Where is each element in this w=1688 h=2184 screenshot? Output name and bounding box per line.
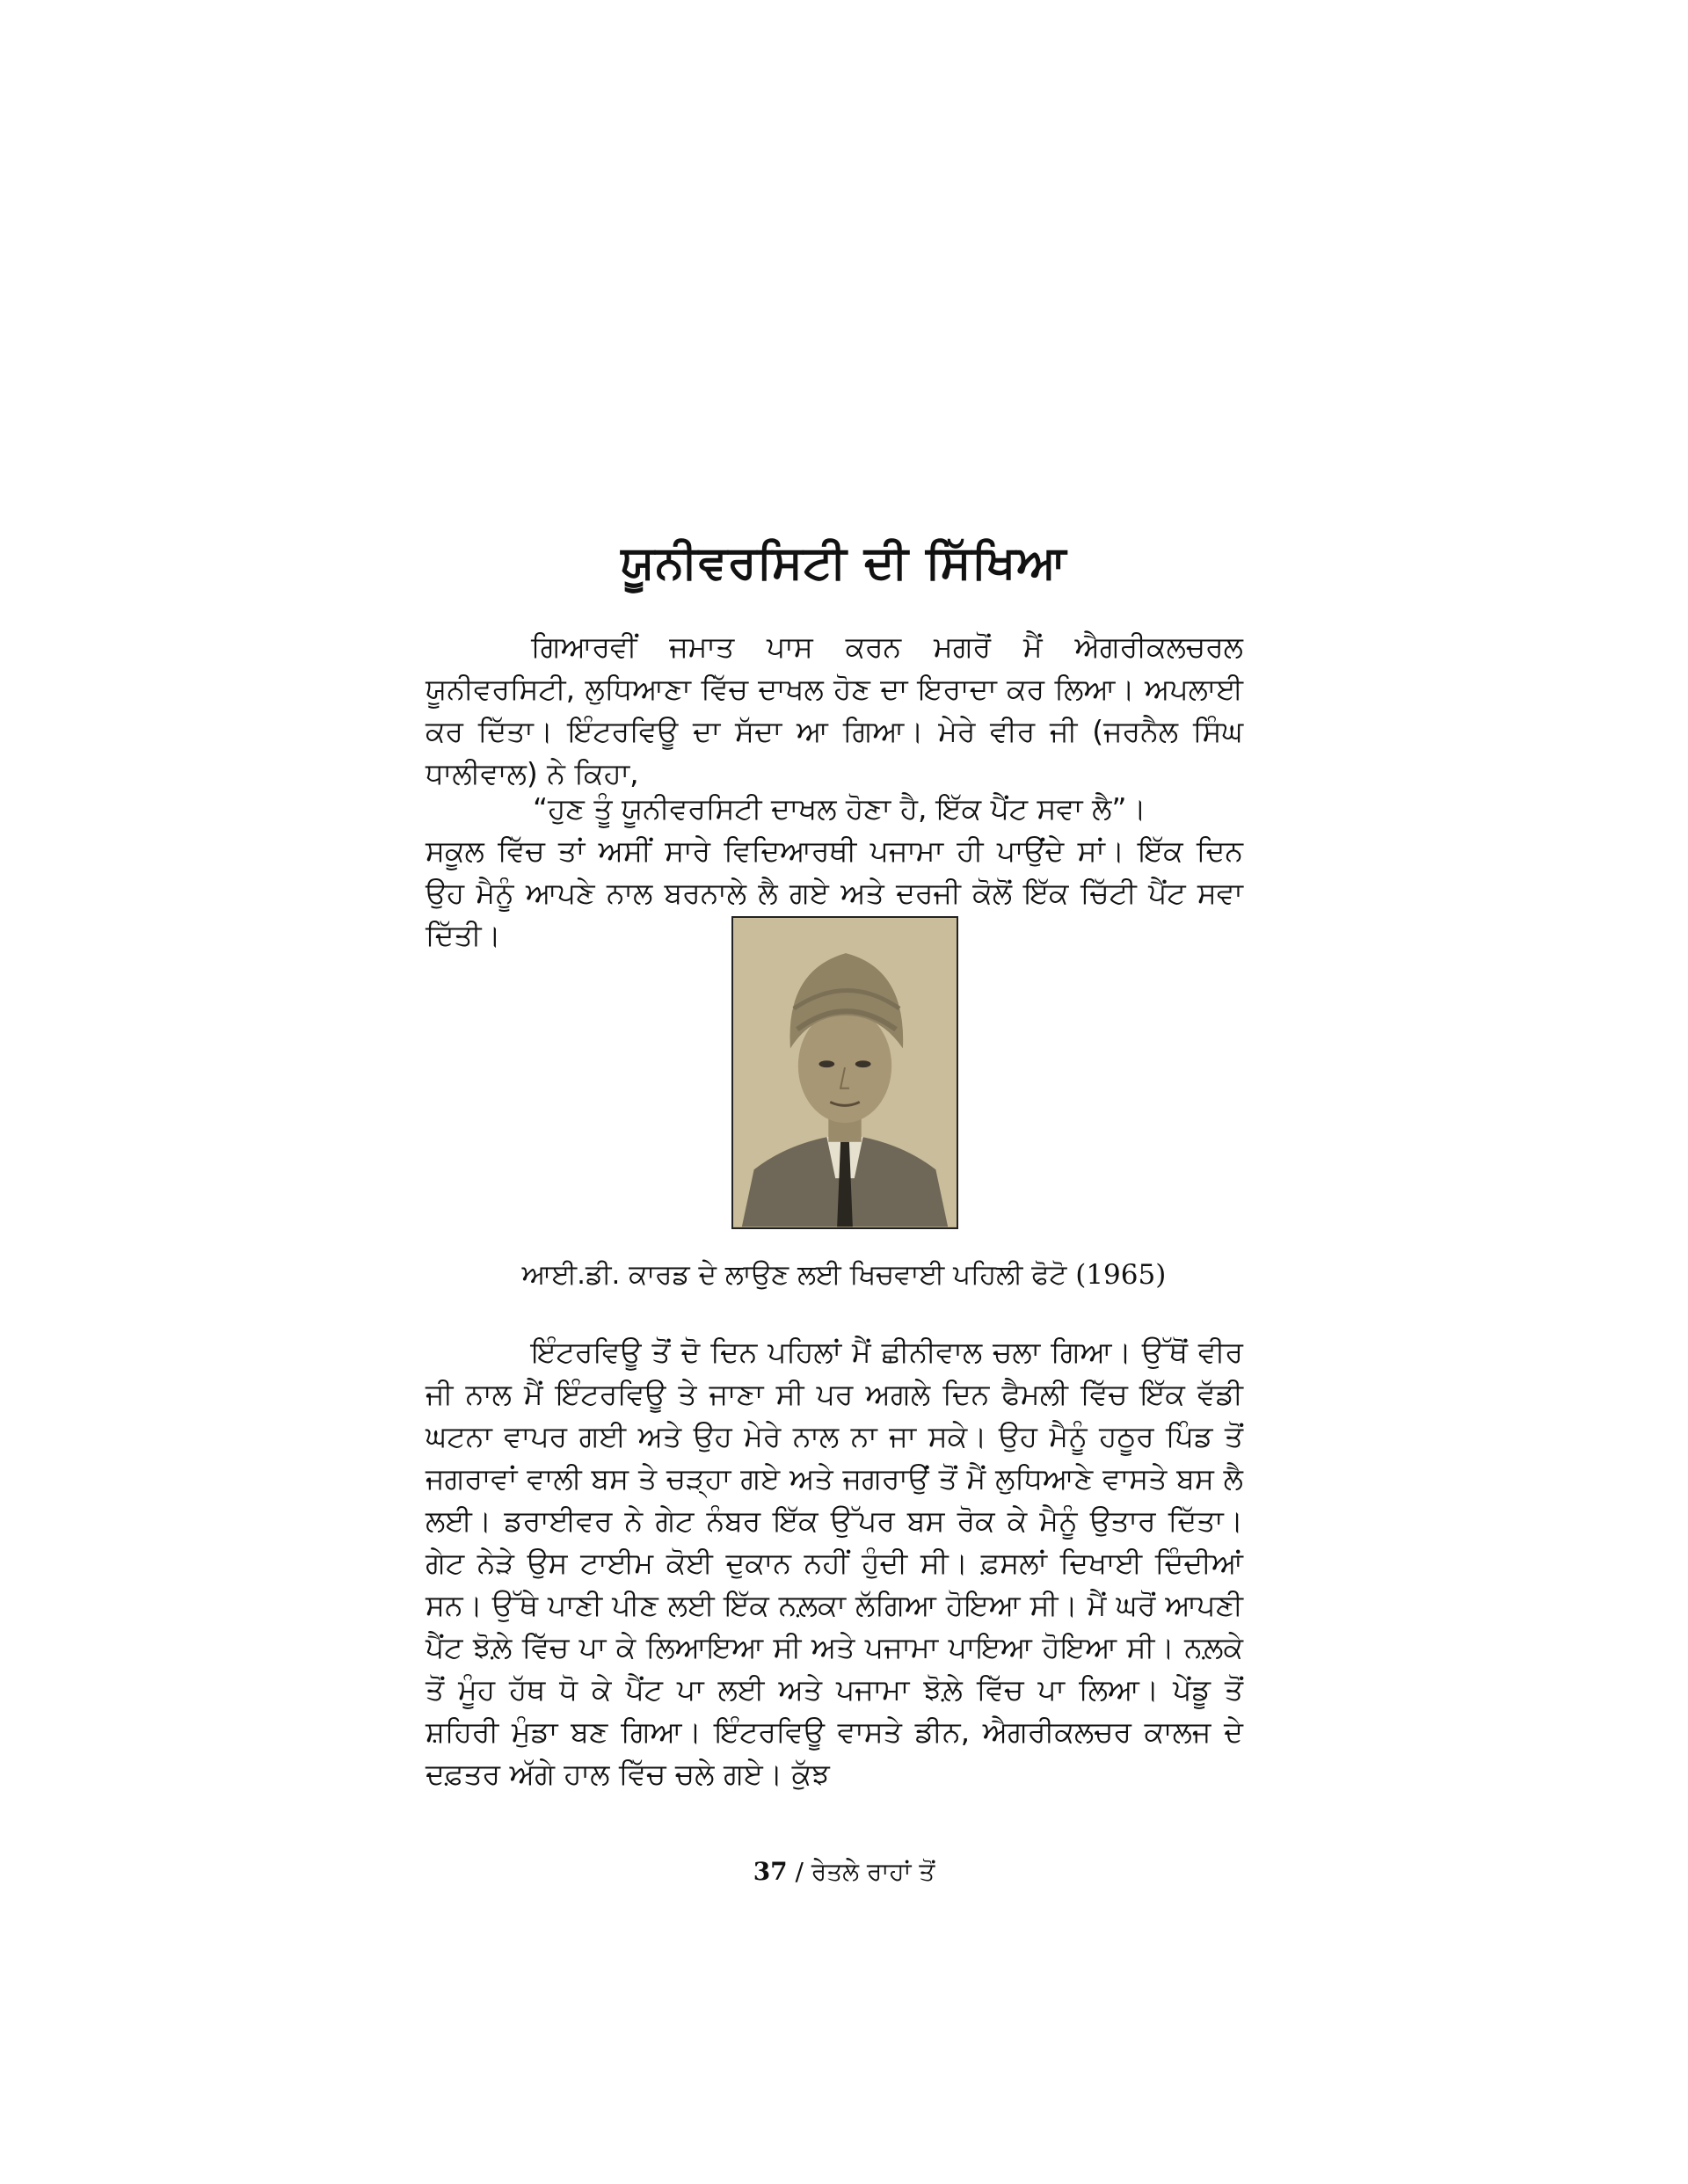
portrait-photo	[731, 916, 958, 1229]
paragraph-3: ਇੰਟਰਵਿਊ ਤੋਂ ਦੋ ਦਿਨ ਪਹਿਲਾਂ ਮੈਂ ਛੀਨੀਵਾਲ ਚਲਾ ਗਿਆ। ਉੱਥੋਂ ਵੀਰ ਜੀ ਨਾਲ ਮੈਂ ਇੰਟਰਵਿਊ ਤੇ ਜਾਣਾ ਸੀ ਪਰ ਅਗਲੇ ਦਿਨ ਫੈਮਲੀ ਵਿੱਚ ਇੱਕ ਵੱਡੀ ਘਟਨਾ ਵਾਪਰ ਗਈ ਅਤੇ ਉਹ ਮੇਰੇ ਨਾਲ ਨਾ ਜਾ ਸਕੇ। ਉਹ ਮੈਨੂੰ ਹਠੂਰ ਪਿੰਡ ਤੋਂ ਜਗਰਾਵਾਂ ਵਾਲੀ ਬਸ ਤੇ ਚੜ੍ਹਾ ਗਏ ਅਤੇ ਜਗਰਾਉਂ ਤੋਂ ਮੈਂ ਲੁਧਿਆਣੇ ਵਾਸਤੇ ਬਸ ਲੈ ਲਈ। ਡਰਾਈਵਰ ਨੇ ਗੇਟ ਨੰਬਰ ਇੱਕ ਉੱਪਰ ਬਸ ਰੋਕ ਕੇ ਮੈਨੂੰ ਉਤਾਰ ਦਿੱਤਾ। ਗੇਟ ਨੇੜੇ ਉਸ ਟਾਈਮ ਕੋਈ ਦੁਕਾਨ ਨਹੀਂ ਹੁੰਦੀ ਸੀ। ਫ਼ਸਲਾਂ ਦਿਖਾਈ ਦਿੰਦੀਆਂ ਸਨ। ਉੱਥੇ ਪਾਣੀ ਪੀਣ ਲਈ ਇੱਕ ਨਲ਼ਕਾ ਲੱਗਿਆ ਹੋਇਆ ਸੀ। ਮੈਂ ਘਰੋਂ ਆਪਣੀ ਪੈਂਟ ਝੋਲ਼ੇ ਵਿੱਚ ਪਾ ਕੇ ਲਿਆਇਆ ਸੀ ਅਤੇ ਪਜਾਮਾ ਪਾਇਆ ਹੋਇਆ ਸੀ। ਨਲ਼ਕੇ ਤੋਂ ਮੂੰਹ ਹੱਥ ਧੋ ਕੇ ਪੈਂਟ ਪਾ ਲਈ ਅਤੇ ਪਜਾਮਾ ਝੋਲ਼ੇ ਵਿੱਚ ਪਾ ਲਿਆ। ਪੇਂਡੂ ਤੋਂ ਸ਼ਹਿਰੀ ਮੁੰਡਾ ਬਣ ਗਿਆ। ਇੰਟਰਵਿਊ ਵਾਸਤੇ ਡੀਨ, ਐਗਰੀਕਲਚਰ ਕਾਲਜ ਦੇ ਦਫ਼ਤਰ ਅੱਗੇ ਹਾਲ ਵਿੱਚ ਚਲੇ ਗਏ। ਕੁੱਝ	[426, 1335, 1243, 1791]
paragraph-1: ਗਿਆਰਵੀਂ ਜਮਾਤ ਪਾਸ ਕਰਨ ਮਗਰੋਂ ਮੈਂ ਐਗਰੀਕਲਚਰਲ ਯੂਨੀਵਰਸਿਟੀ, ਲੁਧਿਆਣਾ ਵਿੱਚ ਦਾਖਲ ਹੋਣ ਦਾ ਇਰਾਦਾ ਕਰ ਲਿਆ। ਅਪਲਾਈ ਕਰ ਦਿੱਤਾ। ਇੰਟਰਵਿਊ ਦਾ ਸੱਦਾ ਆ ਗਿਆ। ਮੇਰੇ ਵੀਰ ਜੀ (ਜਰਨੈਲ ਸਿੰਘ ਧਾਲੀਵਾਲ) ਨੇ ਕਿਹਾ,	[426, 630, 1243, 790]
caption-text: ਆਈ.ਡੀ. ਕਾਰਡ ਦੇ ਲਾਉਣ ਲਈ ਖਿਚਵਾਈ ਪਹਿਲੀ ਫੋਟੋ	[521, 1259, 1067, 1291]
portrait-illustration	[733, 918, 957, 1227]
page-number: 37	[753, 1857, 788, 1886]
paragraph-2: ਸਕੂਲ ਵਿੱਚ ਤਾਂ ਅਸੀਂ ਸਾਰੇ ਵਿਦਿਆਰਥੀ ਪਜਾਮਾ ਹੀ ਪਾਉਂਦੇ ਸਾਂ। ਇੱਕ ਦਿਨ ਉਹ ਮੈਨੂੰ ਆਪਣੇ ਨਾਲ ਬਰਨਾਲੇ ਲੈ ਗਏ ਅਤੇ ਦਰਜੀ ਕੋਲੋਂ ਇੱਕ ਚਿੱਟੀ ਪੈਂਟ ਸਵਾ ਦਿੱਤੀ।	[426, 834, 1243, 952]
book-title: ਰੇਤਲੇ ਰਾਹਾਂ ਤੋਂ	[811, 1857, 935, 1886]
page-footer	[422, 1857, 1266, 1887]
footer-separator: /	[787, 1857, 811, 1886]
quote-line: “ਹੁਣ ਤੂੰ ਯੂਨੀਵਰਸਿਟੀ ਦਾਖਲ ਹੋਣਾ ਹੈ, ਇੱਕ ਪੈਂਟ ਸਵਾ ਲੈ”।	[533, 791, 1146, 826]
photo-caption	[422, 1259, 1266, 1292]
caption-year: (1965)	[1075, 1259, 1167, 1291]
chapter-title: ਯੂਨੀਵਰਸਿਟੀ ਦੀ ਸਿੱਖਿਆ	[621, 536, 1067, 589]
